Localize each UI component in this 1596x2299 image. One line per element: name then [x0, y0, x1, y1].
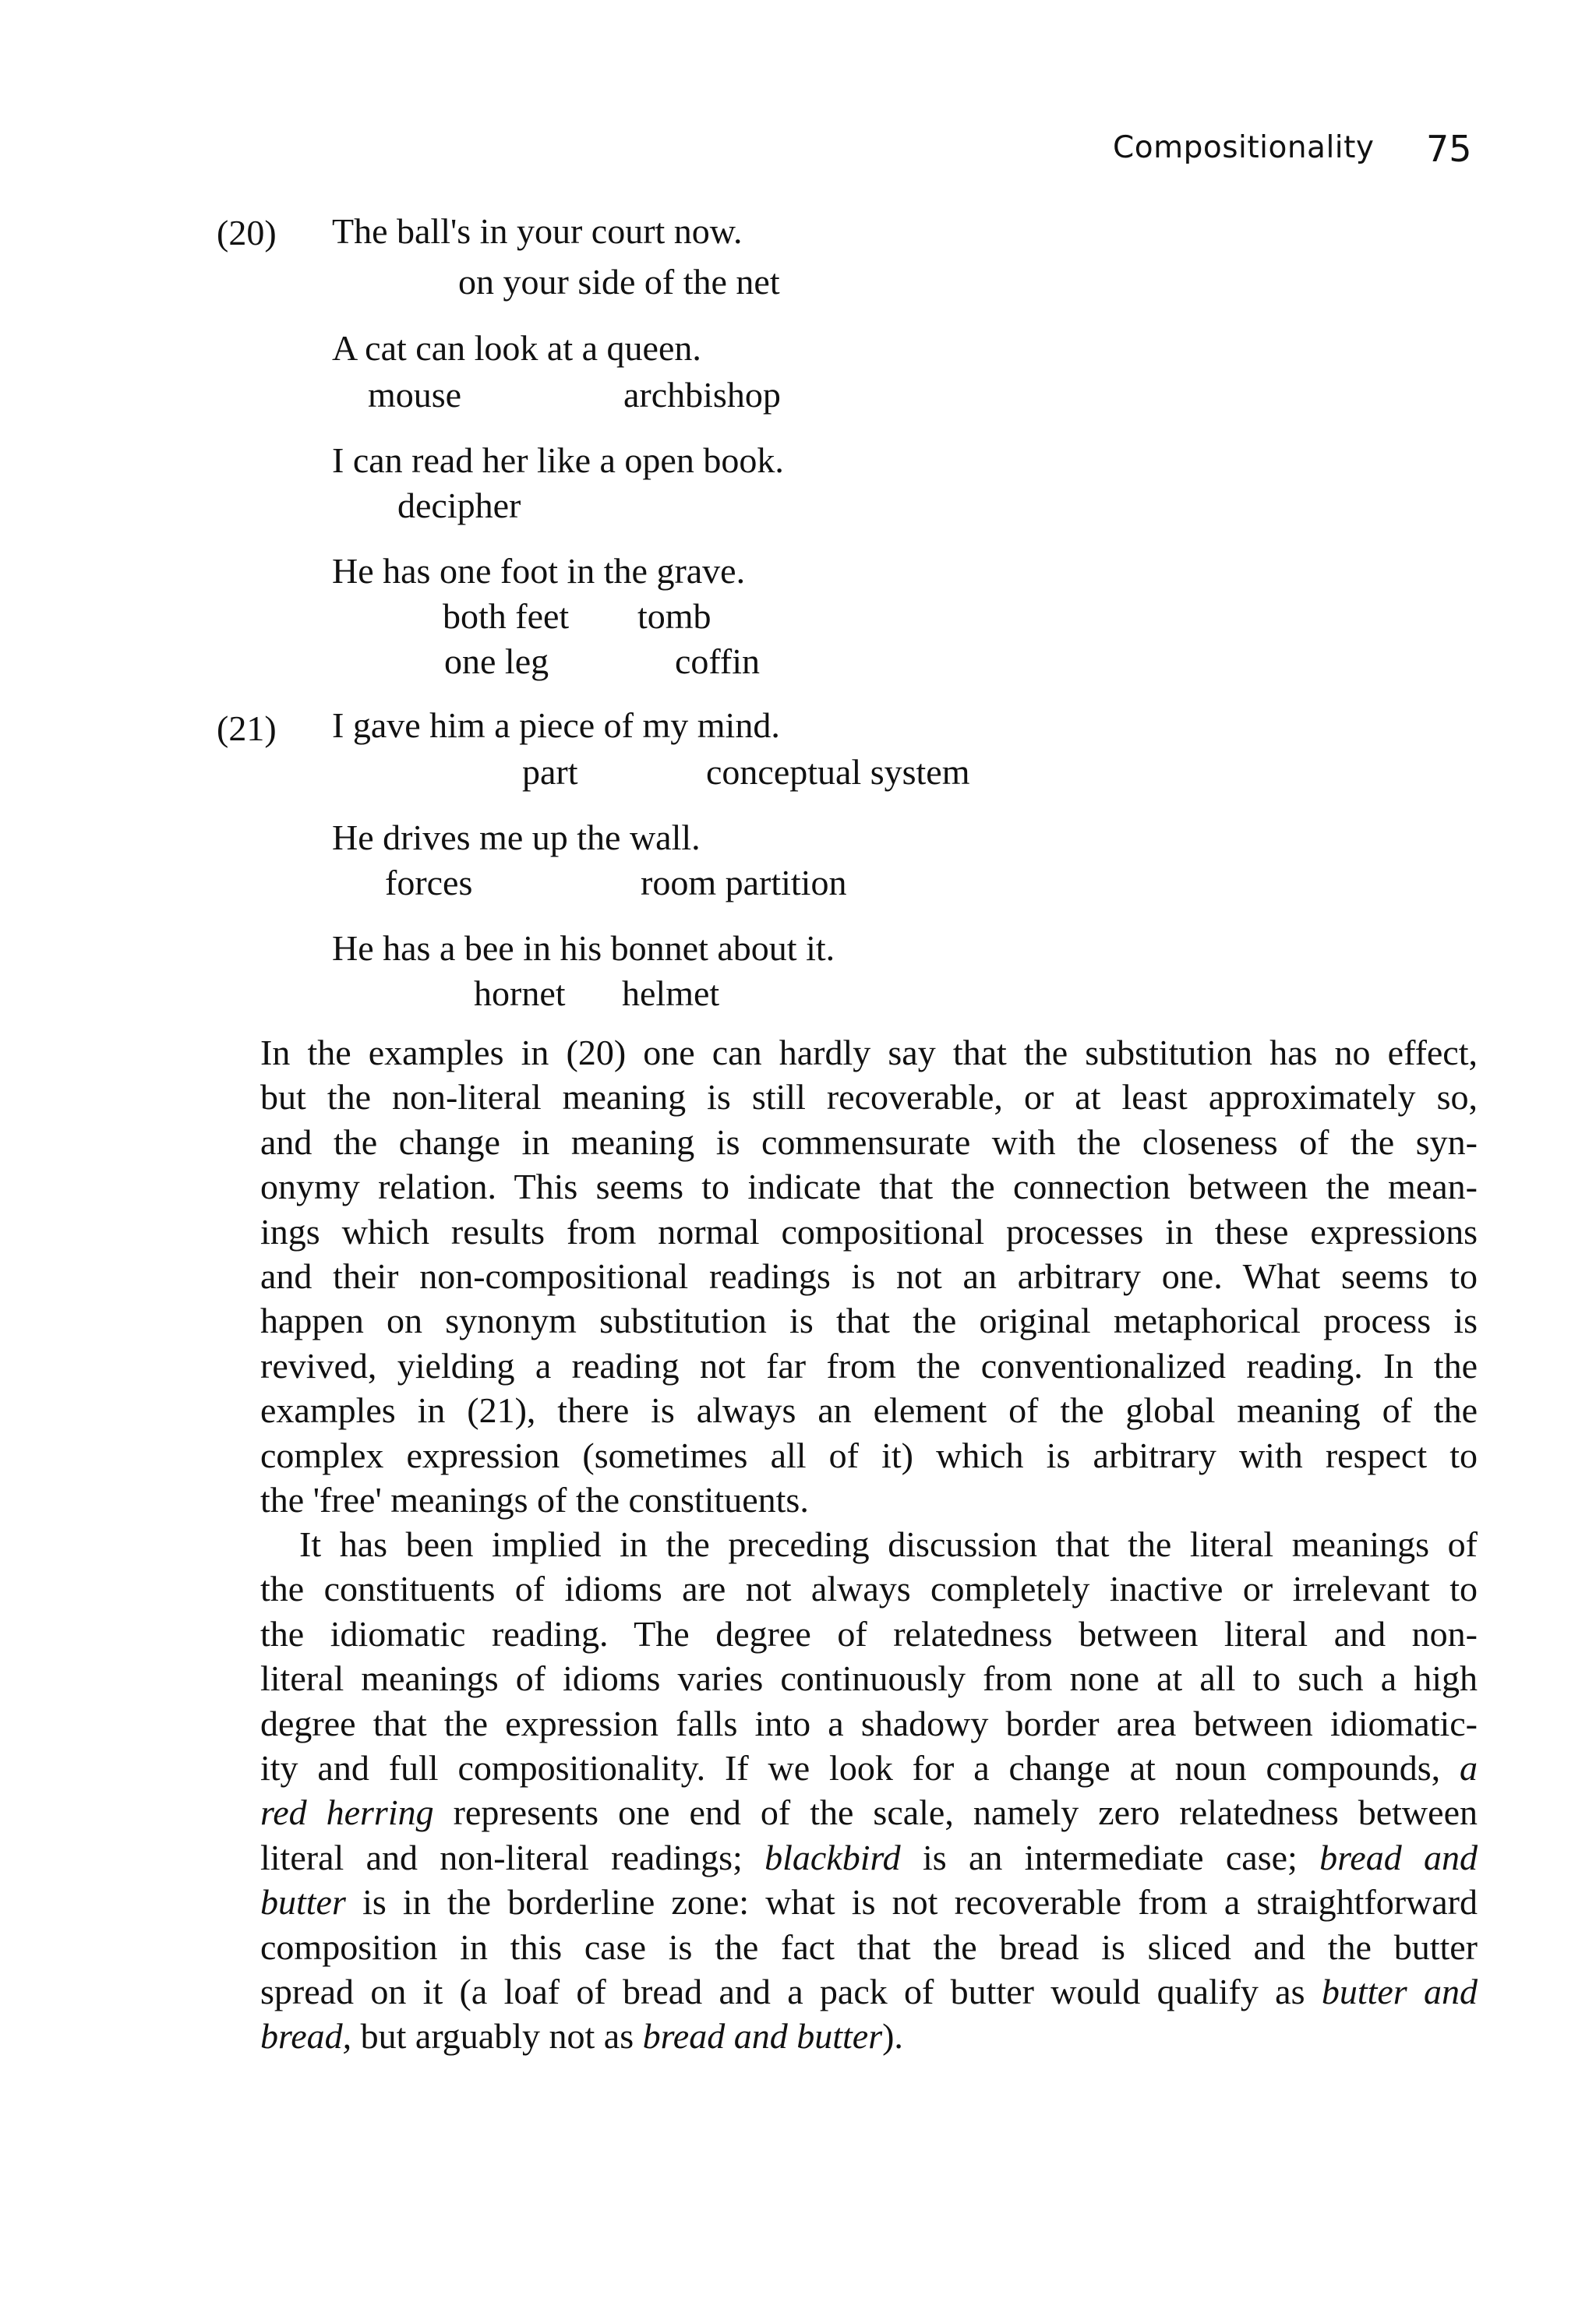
example-sentence: The ball's in your court now. [332, 211, 743, 251]
paragraph-line [260, 1969, 1478, 2014]
example-sentence: He has a bee in his bonnet about it. [332, 928, 835, 968]
running-header-title: Compositionality [1113, 130, 1375, 165]
page-number: 75 [1426, 128, 1472, 170]
example-substitution: helmet [622, 973, 720, 1013]
italic-term: blackbird [764, 1837, 901, 1877]
paragraph-line: complex expression (sometimes all of it) which is arbitrary with respect to [260, 1435, 1478, 1475]
example-substitution: room partition [641, 863, 847, 902]
text-span: is in the borderline zone: what is not recoverable from a straightforward [362, 1882, 1478, 1923]
text-span: spread on it (a loaf of bread and a pack of butter would qualify as [260, 1972, 1305, 2012]
paragraph-line: and their non-compositional readings is not an arbitrary one. What seems to [260, 1256, 1478, 1297]
example-substitution: part [522, 752, 578, 792]
example-substitution: archbishop [623, 375, 781, 415]
example-substitution: conceptual system [706, 752, 970, 792]
example-sentence: He has one foot in the grave. [332, 551, 746, 591]
body-paragraph [260, 1522, 1478, 2059]
text-span: ). [882, 2016, 903, 2057]
text-span: literal and non-literal readings; [260, 1837, 743, 1877]
example-sentence: I can read her like a open book. [332, 440, 784, 480]
example-number: (20) [217, 213, 277, 253]
paragraph-line: onymy relation. This seems to indicate that the connection between the mean- [260, 1167, 1478, 1207]
paragraph-line [260, 1835, 1478, 1880]
text-span: ity and full compositionality. If we look for a change at noun compounds, [260, 1748, 1441, 1789]
italic-term: bread, [260, 2016, 352, 2057]
example-substitution: forces [385, 863, 473, 902]
paragraph-line: examples in (21), there is always an element of the global meaning of the [260, 1390, 1478, 1431]
paragraph-line [260, 1746, 1478, 1790]
paragraph-line: the constituents of idioms are not always completely inactive or irrelevant to [260, 1569, 1478, 1609]
italic-term: butter and [1321, 1972, 1478, 2012]
paragraph-line: degree that the expression falls into a shadowy border area between idiomatic- [260, 1703, 1478, 1743]
paragraph-line: but the non-literal meaning is still recoverable, or at least approximately so, [260, 1077, 1478, 1118]
paragraph-line: literal meanings of idioms varies continuously from none at all to such a high [260, 1658, 1478, 1699]
paragraph-line: the idiomatic reading. The degree of relatedness between literal and non- [260, 1613, 1478, 1654]
text-span: but arguably not as [360, 2016, 634, 2057]
example-substitution: decipher [397, 486, 521, 525]
text-span: represents one end of the scale, namely zero relatedness between [453, 1792, 1478, 1833]
example-substitution: both feet [443, 596, 570, 636]
paragraph-line: In the examples in (20) one can hardly say that the substitution has no effect, [260, 1033, 1478, 1072]
paragraph-line: It has been implied in the preceding discussion that the literal meanings of [299, 1524, 1478, 1564]
example-number: (21) [217, 708, 277, 748]
italic-term: a [1460, 1748, 1478, 1789]
italic-term: bread and [1319, 1837, 1478, 1877]
paragraph-line [260, 1880, 1478, 1924]
italic-term: butter [260, 1882, 346, 1923]
text-span: is an intermediate case; [922, 1837, 1298, 1877]
paragraph-line [260, 2014, 1478, 2058]
example-substitution: on your side of the net [458, 262, 780, 302]
example-substitution: tomb [637, 596, 711, 636]
example-sentence: I gave him a piece of my mind. [332, 705, 780, 745]
paragraph-line: the 'free' meanings of the constituents. [260, 1480, 809, 1520]
paragraph-line: composition in this case is the fact that the bread is sliced and the butter [260, 1926, 1478, 1967]
paragraph-line: happen on synonym substitution is that the original metaphorical process is [260, 1301, 1478, 1341]
example-sentence: A cat can look at a queen. [332, 328, 701, 368]
example-substitution: one leg [444, 641, 549, 681]
italic-term: red herring [260, 1792, 434, 1833]
paragraph-line: ings which results from normal compositional processes in these expressions [260, 1211, 1478, 1252]
body-paragraph [260, 1030, 1478, 1522]
paragraph-line: and the change in meaning is commensurate with the closeness of the syn- [260, 1121, 1478, 1162]
example-substitution: coffin [675, 641, 761, 681]
paragraph-line [260, 1790, 1478, 1835]
paragraph-line: revived, yielding a reading not far from the conventionalized reading. In the [260, 1345, 1478, 1386]
italic-term: bread and butter [642, 2016, 883, 2057]
example-substitution: mouse [368, 375, 462, 415]
example-substitution: hornet [474, 973, 566, 1013]
example-sentence: He drives me up the wall. [332, 818, 701, 857]
